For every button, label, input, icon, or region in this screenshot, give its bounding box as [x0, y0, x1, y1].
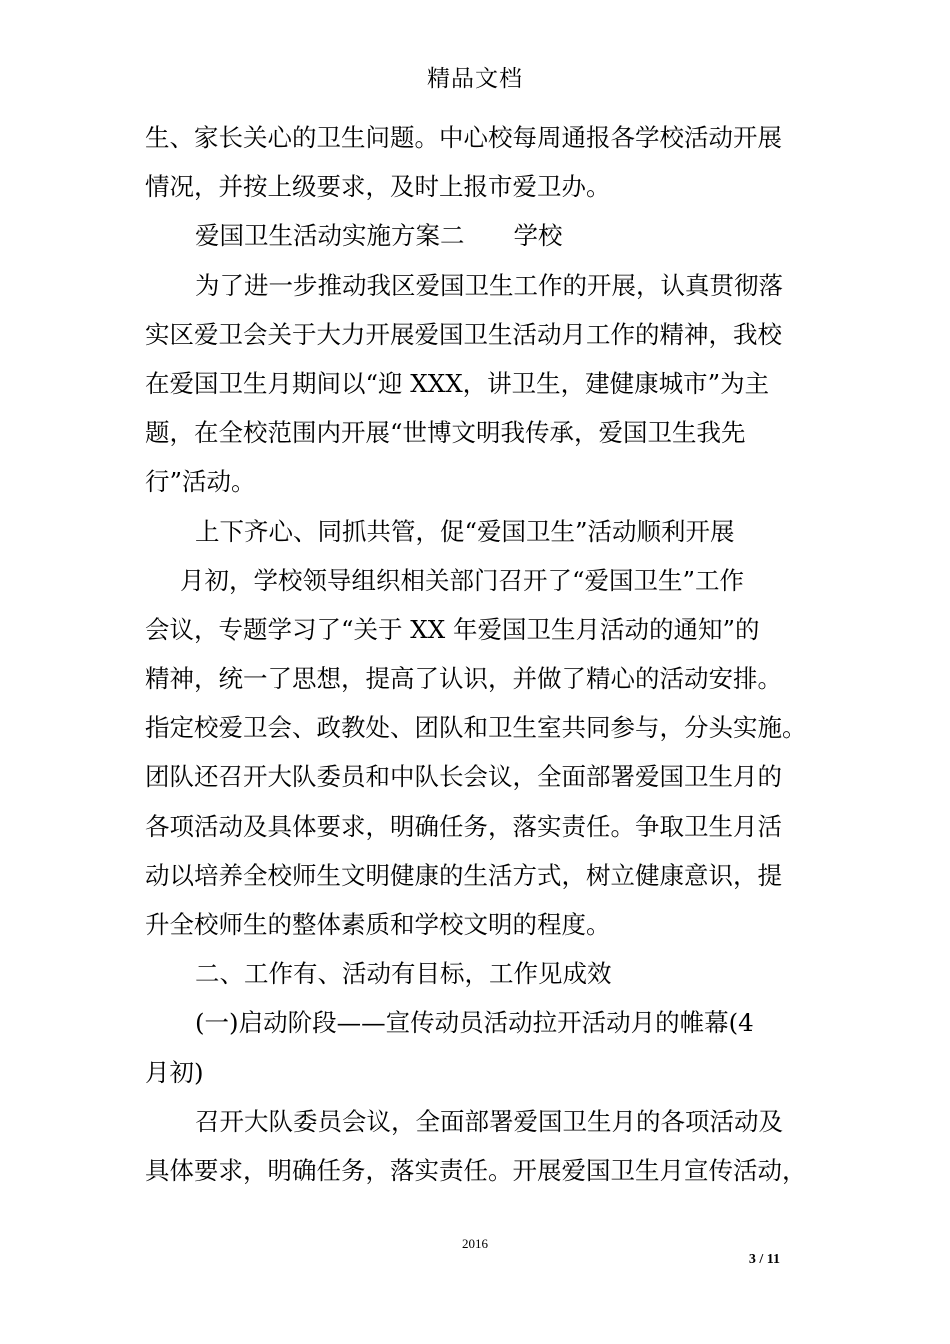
section-heading: 二、工作有、活动有目标，工作见成效 [195, 959, 612, 989]
subsection-heading: (一)启动阶段——宣传动员活动拉开活动月的帷幕(4 [195, 1008, 754, 1038]
body-line: 实区爱卫会关于大力开展爱国卫生活动月工作的精神，我校 [145, 319, 782, 349]
body-line: 团队还召开大队委员和中队长会议，全面部署爱国卫生月的 [145, 762, 782, 792]
body-line: 会议，专题学习了“关于 XX 年爱国卫生月活动的通知”的 [145, 614, 760, 644]
body-line: 生、家长关心的卫生问题。中心校每周通报各学校活动开展 [145, 123, 782, 152]
body-line: 动以培养全校师生文明健康的生活方式，树立健康意识，提 [145, 860, 782, 890]
section-heading: 爱国卫生活动实施方案二 学校 [195, 221, 563, 251]
body-line: 具体要求，明确任务，落实责任。开展爱国卫生月宣传活动， [145, 1155, 807, 1185]
body-line: 指定校爱卫会、政教处、团队和卫生室共同参与，分头实施。 [145, 713, 807, 743]
body-line: 精神，统一了思想，提高了认识，并做了精心的活动安排。 [145, 664, 782, 694]
body-line: 行”活动。 [145, 467, 256, 497]
body-line: 月初) [145, 1057, 204, 1087]
body-line: 情况，并按上级要求，及时上报市爱卫办。 [145, 172, 611, 202]
body-line: 月初，学校领导组织相关部门召开了“爱国卫生”工作 [180, 565, 745, 595]
footer-year: 2016 [462, 1236, 488, 1251]
body-line: 升全校师生的整体素质和学校文明的程度。 [145, 910, 611, 939]
body-line: 各项活动及具体要求，明确任务，落实责任。争取卫生月活 [145, 811, 782, 841]
page-number: 3 / 11 [748, 1252, 780, 1267]
section-heading: 上下齐心、同抓共管，促“爱国卫生”活动顺利开展 [195, 516, 735, 546]
body-line: 在爱国卫生月期间以“迎 XXX，讲卫生，建健康城市”为主 [145, 368, 770, 398]
page-header-title: 精品文档 [427, 66, 523, 92]
body-line: 召开大队委员会议，全面部署爱国卫生月的各项活动及 [195, 1106, 783, 1136]
body-line: 题，在全校范围内开展“世博文明我传承，爱国卫生我先 [145, 418, 746, 448]
document-body [145, 113, 815, 1195]
body-line: 为了进一步推动我区爱国卫生工作的开展，认真贯彻落 [195, 270, 783, 300]
